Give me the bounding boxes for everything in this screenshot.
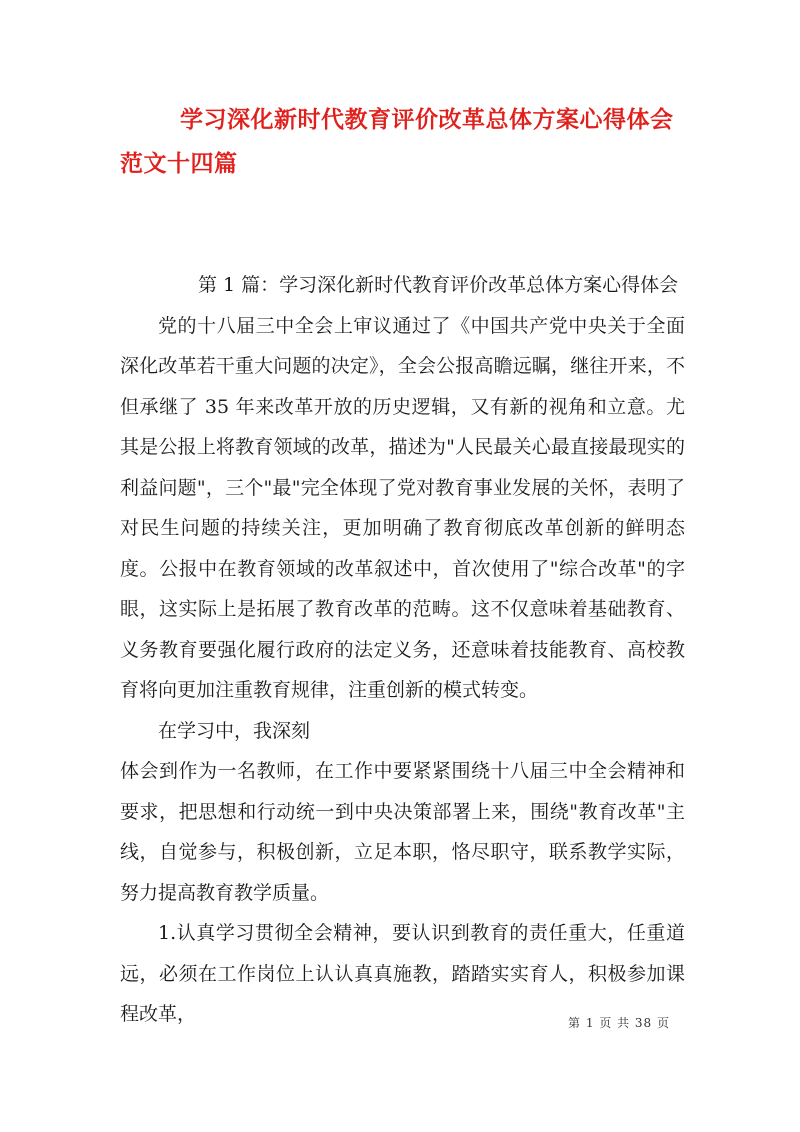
document-title: 学习深化新时代教育评价改革总体方案心得体会范文十四篇: [120, 106, 674, 177]
body-paragraph: 党的十八届三中全会上审议通过了《中国共产党中央关于全面深化改革若干重大问题的决定》，全会公报高瞻远瞩，继往开来，不但承继了 35 年来改革开放的历史逻辑，又有新的视角和立意。尤其是公报上将教育领域的改革，描述为"人民最关心最直接最现实的利益问题"，三个"最"完全体现了党对教育事业发展的关怀，表明了对民生问题的持续关注，更加明确了教育彻底改革创新的鲜明态度。公报中在教育领域的改革叙述中，首次使用了"综合改革"的字眼，这实际上是拓展了教育改革的范畴。这不仅意味着基础教育、义务教育要强化履行政府的法定义务，还意味着技能教育、高校教育将向更加注重教育规律，注重创新的模式转变。: [120, 314, 685, 701]
document-body: [120, 265, 685, 1035]
body-paragraph: 在学习中，我深刻: [158, 719, 311, 742]
body-paragraph: 1.认真学习贯彻全会精神，要认识到教育的责任重大，任重道远，必须在工作岗位上认认真真施教，踏踏实实育人，积极参加课程改革，: [120, 922, 685, 1025]
section-heading: 第 1 篇：学习深化新时代教育评价改革总体方案心得体会: [198, 274, 679, 296]
body-paragraph: 体会到作为一名教师，在工作中要紧紧围绕十八届三中全会精神和要求，把思想和行动统一到中央决策部署上来，围绕"教育改革"主线，自觉参与，积极创新，立足本职，恪尽职守，联系教学实际，努力提高教育教学质量。: [120, 760, 685, 904]
page-number-footer: 第 1 页 共 38 页: [568, 1016, 670, 1030]
